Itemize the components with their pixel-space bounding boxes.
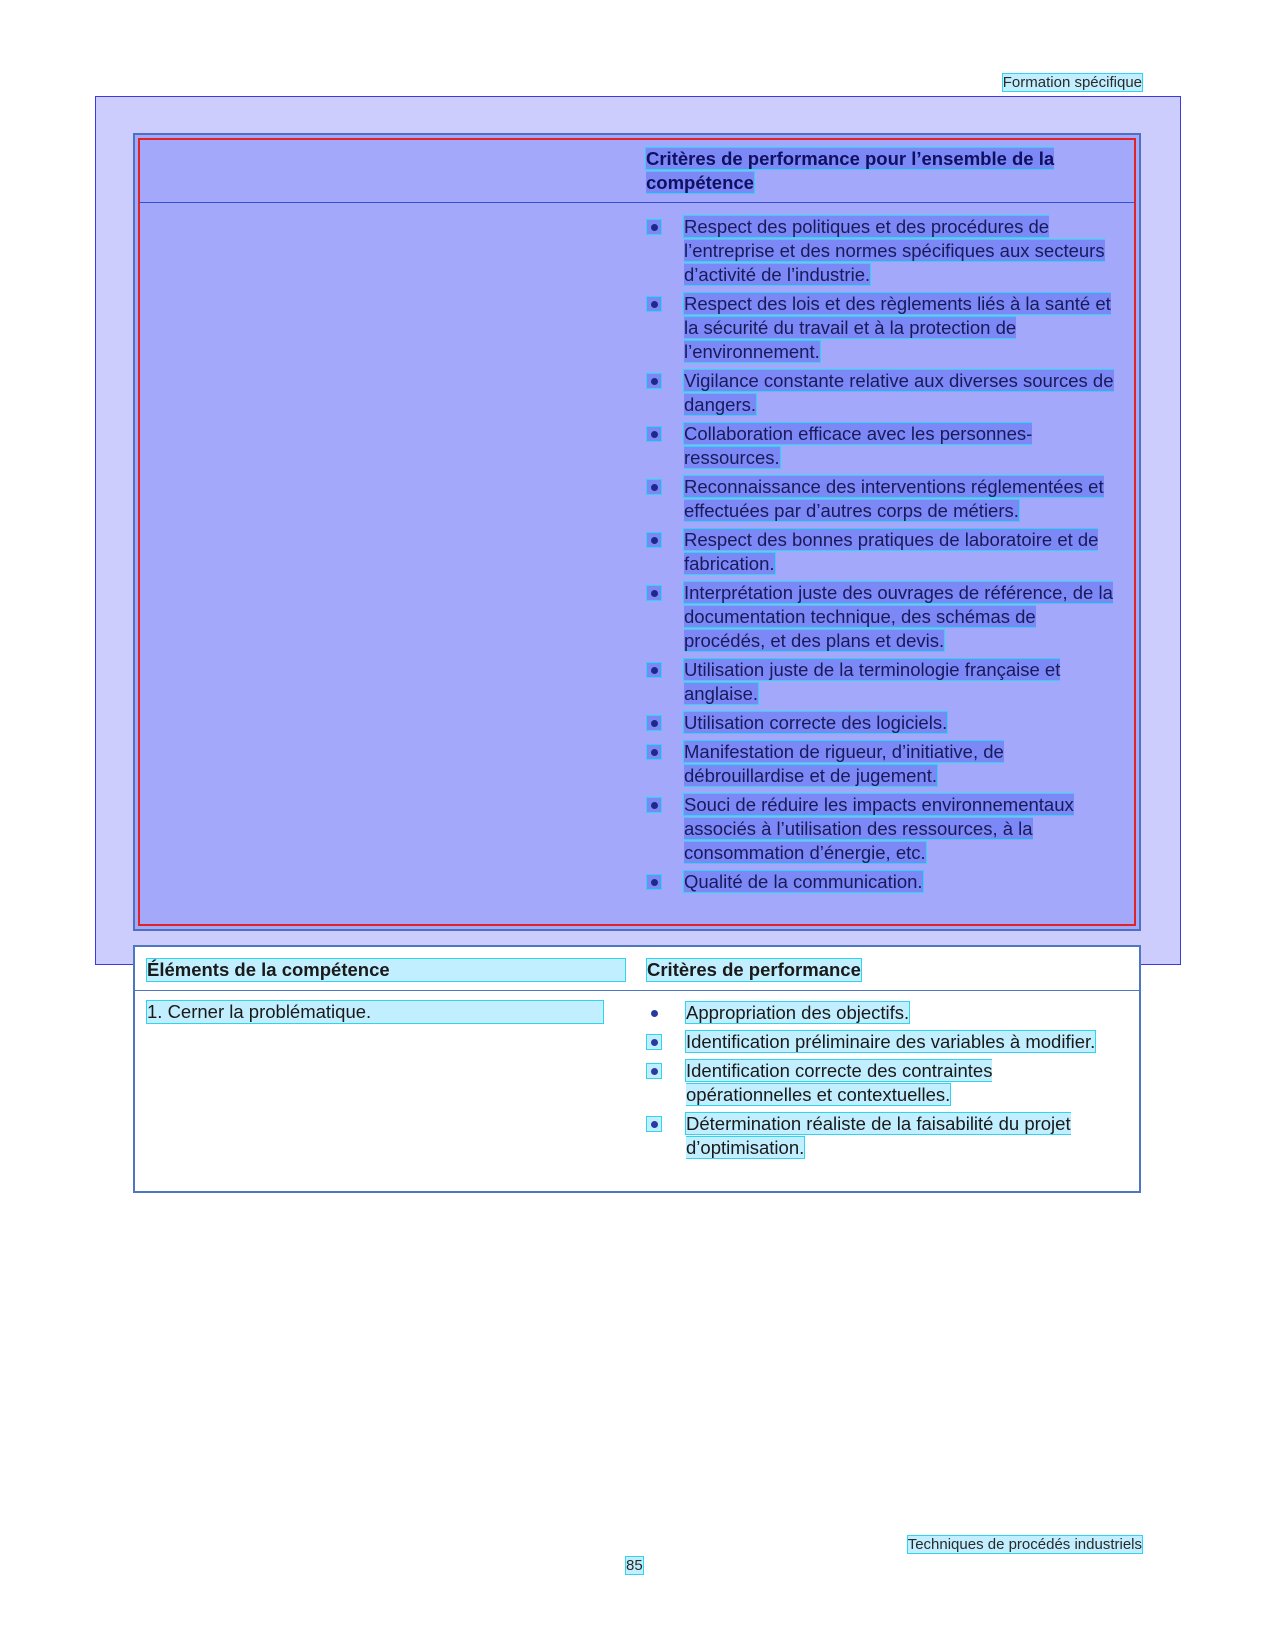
bullet-icon bbox=[647, 1117, 661, 1131]
column-header-global-criteria bbox=[646, 147, 1116, 195]
column-header-criteria: Critères de performance bbox=[647, 959, 861, 980]
bullet-icon bbox=[647, 533, 661, 547]
elements-criteria-table bbox=[133, 945, 1141, 1193]
bullet-icon bbox=[647, 374, 661, 388]
bullet-icon bbox=[647, 1064, 661, 1078]
list-item: Manifestation de rigueur, d’initiative, de débrouillardise et de jugement. bbox=[647, 740, 1117, 788]
bullet-icon bbox=[647, 297, 661, 311]
page-number: 85 bbox=[626, 1557, 643, 1574]
list-item: Identification préliminaire des variables à modifier. bbox=[647, 1030, 1117, 1054]
bullet-icon bbox=[647, 220, 661, 234]
list-item: Respect des lois et des règlements liés à la santé et la sécurité du travail et à la protection de l’environnement. bbox=[647, 292, 1117, 364]
element-criteria-list bbox=[647, 1001, 1117, 1165]
bullet-icon bbox=[647, 745, 661, 759]
column-header-text: Critères de performance pour l’ensemble de la compétence bbox=[646, 148, 1055, 193]
header-divider bbox=[139, 202, 1135, 203]
competence-element: 1. Cerner la problématique. bbox=[147, 1001, 603, 1023]
list-item: Reconnaissance des interventions réglementées et effectuées par d’autres corps de métiers. bbox=[647, 475, 1117, 523]
list-item: Appropriation des objectifs. bbox=[647, 1001, 1117, 1025]
list-item: Détermination réaliste de la faisabilité du projet d’optimisation. bbox=[647, 1112, 1117, 1160]
list-item: Interprétation juste des ouvrages de référence, de la documentation technique, des schémas de procédés, et des plans et devis. bbox=[647, 581, 1117, 653]
header-divider bbox=[135, 990, 1139, 991]
running-header: Formation spécifique bbox=[1002, 74, 1142, 91]
continued-criteria-table bbox=[133, 133, 1141, 931]
bullet-icon bbox=[647, 875, 661, 889]
running-footer: Techniques de procédés industriels bbox=[907, 1536, 1142, 1553]
list-item: Respect des bonnes pratiques de laboratoire et de fabrication. bbox=[647, 528, 1117, 576]
bullet-icon bbox=[647, 798, 661, 812]
column-header-elements: Éléments de la compétence bbox=[147, 959, 625, 981]
list-item: Utilisation juste de la terminologie française et anglaise. bbox=[647, 658, 1117, 706]
bullet-icon bbox=[647, 586, 661, 600]
bullet-icon bbox=[647, 480, 661, 494]
bullet-icon bbox=[647, 663, 661, 677]
list-item: Vigilance constante relative aux diverses sources de dangers. bbox=[647, 369, 1117, 417]
list-item: Collaboration efficace avec les personnes-ressources. bbox=[647, 422, 1117, 470]
list-item: Utilisation correcte des logiciels. bbox=[647, 711, 1117, 735]
list-item: Qualité de la communication. bbox=[647, 870, 1117, 894]
list-item: Identification correcte des contraintes opérationnelles et contextuelles. bbox=[647, 1059, 1117, 1107]
bullet-icon bbox=[647, 1006, 661, 1020]
global-criteria-list bbox=[647, 215, 1117, 899]
list-item: Respect des politiques et des procédures de l’entreprise et des normes spécifiques aux secteurs d’activité de l’industrie. bbox=[647, 215, 1117, 287]
list-item: Souci de réduire les impacts environnementaux associés à l’utilisation des ressources, à la consommation d’énergie, etc. bbox=[647, 793, 1117, 865]
bullet-icon bbox=[647, 1035, 661, 1049]
bullet-icon bbox=[647, 427, 661, 441]
bullet-icon bbox=[647, 716, 661, 730]
